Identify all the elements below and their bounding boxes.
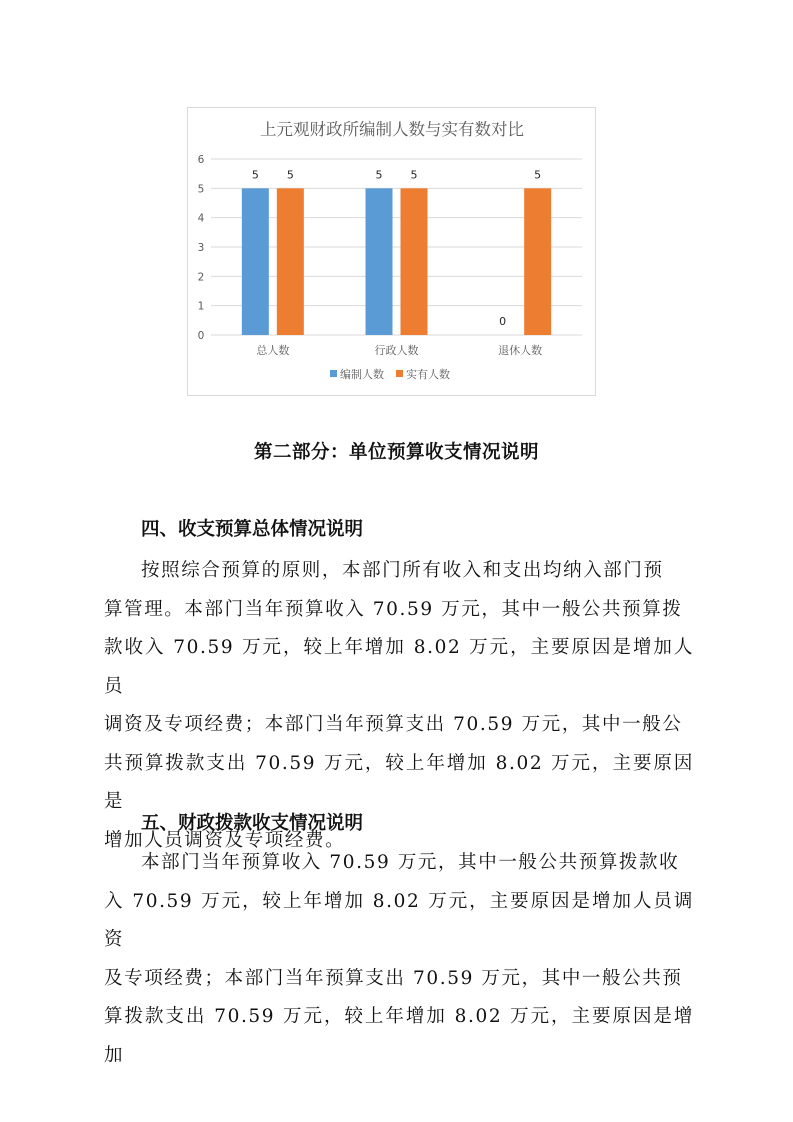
y-tick-label: 0 xyxy=(197,330,205,342)
data-label: 5 xyxy=(286,168,294,182)
legend-swatch xyxy=(396,370,403,377)
paragraph-fiscal-allocation xyxy=(104,844,694,1075)
y-tick-label: 6 xyxy=(197,154,205,166)
text-line: 共预算拨款支出 70.59 万元，较上年增加 8.02 万元，主要原因是 xyxy=(104,752,694,812)
text-line: 款收入 70.59 万元，较上年增加 8.02 万元，主要原因是增加人员 xyxy=(104,637,694,697)
data-label: 5 xyxy=(534,168,542,182)
section-title: 第二部分：单位预算收支情况说明 xyxy=(253,442,539,463)
x-tick-label: 总人数 xyxy=(256,344,290,357)
heading-fiscal-allocation: 五、财政拨款收支情况说明 xyxy=(141,813,364,834)
y-tick-label: 5 xyxy=(197,183,205,196)
data-label: 0 xyxy=(499,315,507,328)
y-tick-label: 3 xyxy=(197,242,205,254)
text-line: 入 70.59 万元，较上年增加 8.02 万元，主要原因是增加人员调资 xyxy=(104,890,694,950)
bar-authorized xyxy=(366,188,393,335)
text-line: 本部门当年预算收入 70.59 万元，其中一般公共预算拨款收 xyxy=(141,852,680,873)
x-tick-label: 行政人数 xyxy=(374,344,419,357)
legend-label: 编制人数 xyxy=(340,368,384,381)
bar-authorized xyxy=(242,188,269,335)
text-line: 调资及专项经费；本部门当年预算支出 70.59 万元，其中一般公 xyxy=(104,714,683,735)
bar-chart xyxy=(187,107,596,396)
bar-actual xyxy=(401,188,428,335)
text-line: 及专项经费；本部门当年预算支出 70.59 万元，其中一般公共预 xyxy=(104,967,683,989)
chart-canvas xyxy=(188,108,597,397)
chart-title: 上元观财政所编制人数与实有数对比 xyxy=(260,120,524,139)
y-tick-label: 1 xyxy=(197,300,205,313)
bar-actual xyxy=(277,188,304,335)
text-line: 增加人员调资及专项经费。 xyxy=(104,829,346,851)
data-label: 5 xyxy=(410,168,418,182)
x-tick-label: 退休人数 xyxy=(498,344,543,357)
bar-actual xyxy=(524,188,551,335)
legend-label: 实有人数 xyxy=(406,368,450,381)
heading-budget-overview: 四、收支预算总体情况说明 xyxy=(141,519,364,540)
y-tick-label: 4 xyxy=(197,212,205,225)
text-line: 算拨款支出 70.59 万元，较上年增加 8.02 万元，主要原因是增加 xyxy=(104,1006,694,1066)
text-line: 按照综合预算的原则，本部门所有收入和支出均纳入部门预 xyxy=(141,560,664,581)
data-label: 5 xyxy=(375,168,383,182)
data-label: 5 xyxy=(251,168,259,182)
legend-swatch xyxy=(330,370,337,377)
text-line: 算管理。本部门当年预算收入 70.59 万元，其中一般公共预算拨 xyxy=(104,598,683,620)
y-tick-label: 2 xyxy=(197,271,205,284)
